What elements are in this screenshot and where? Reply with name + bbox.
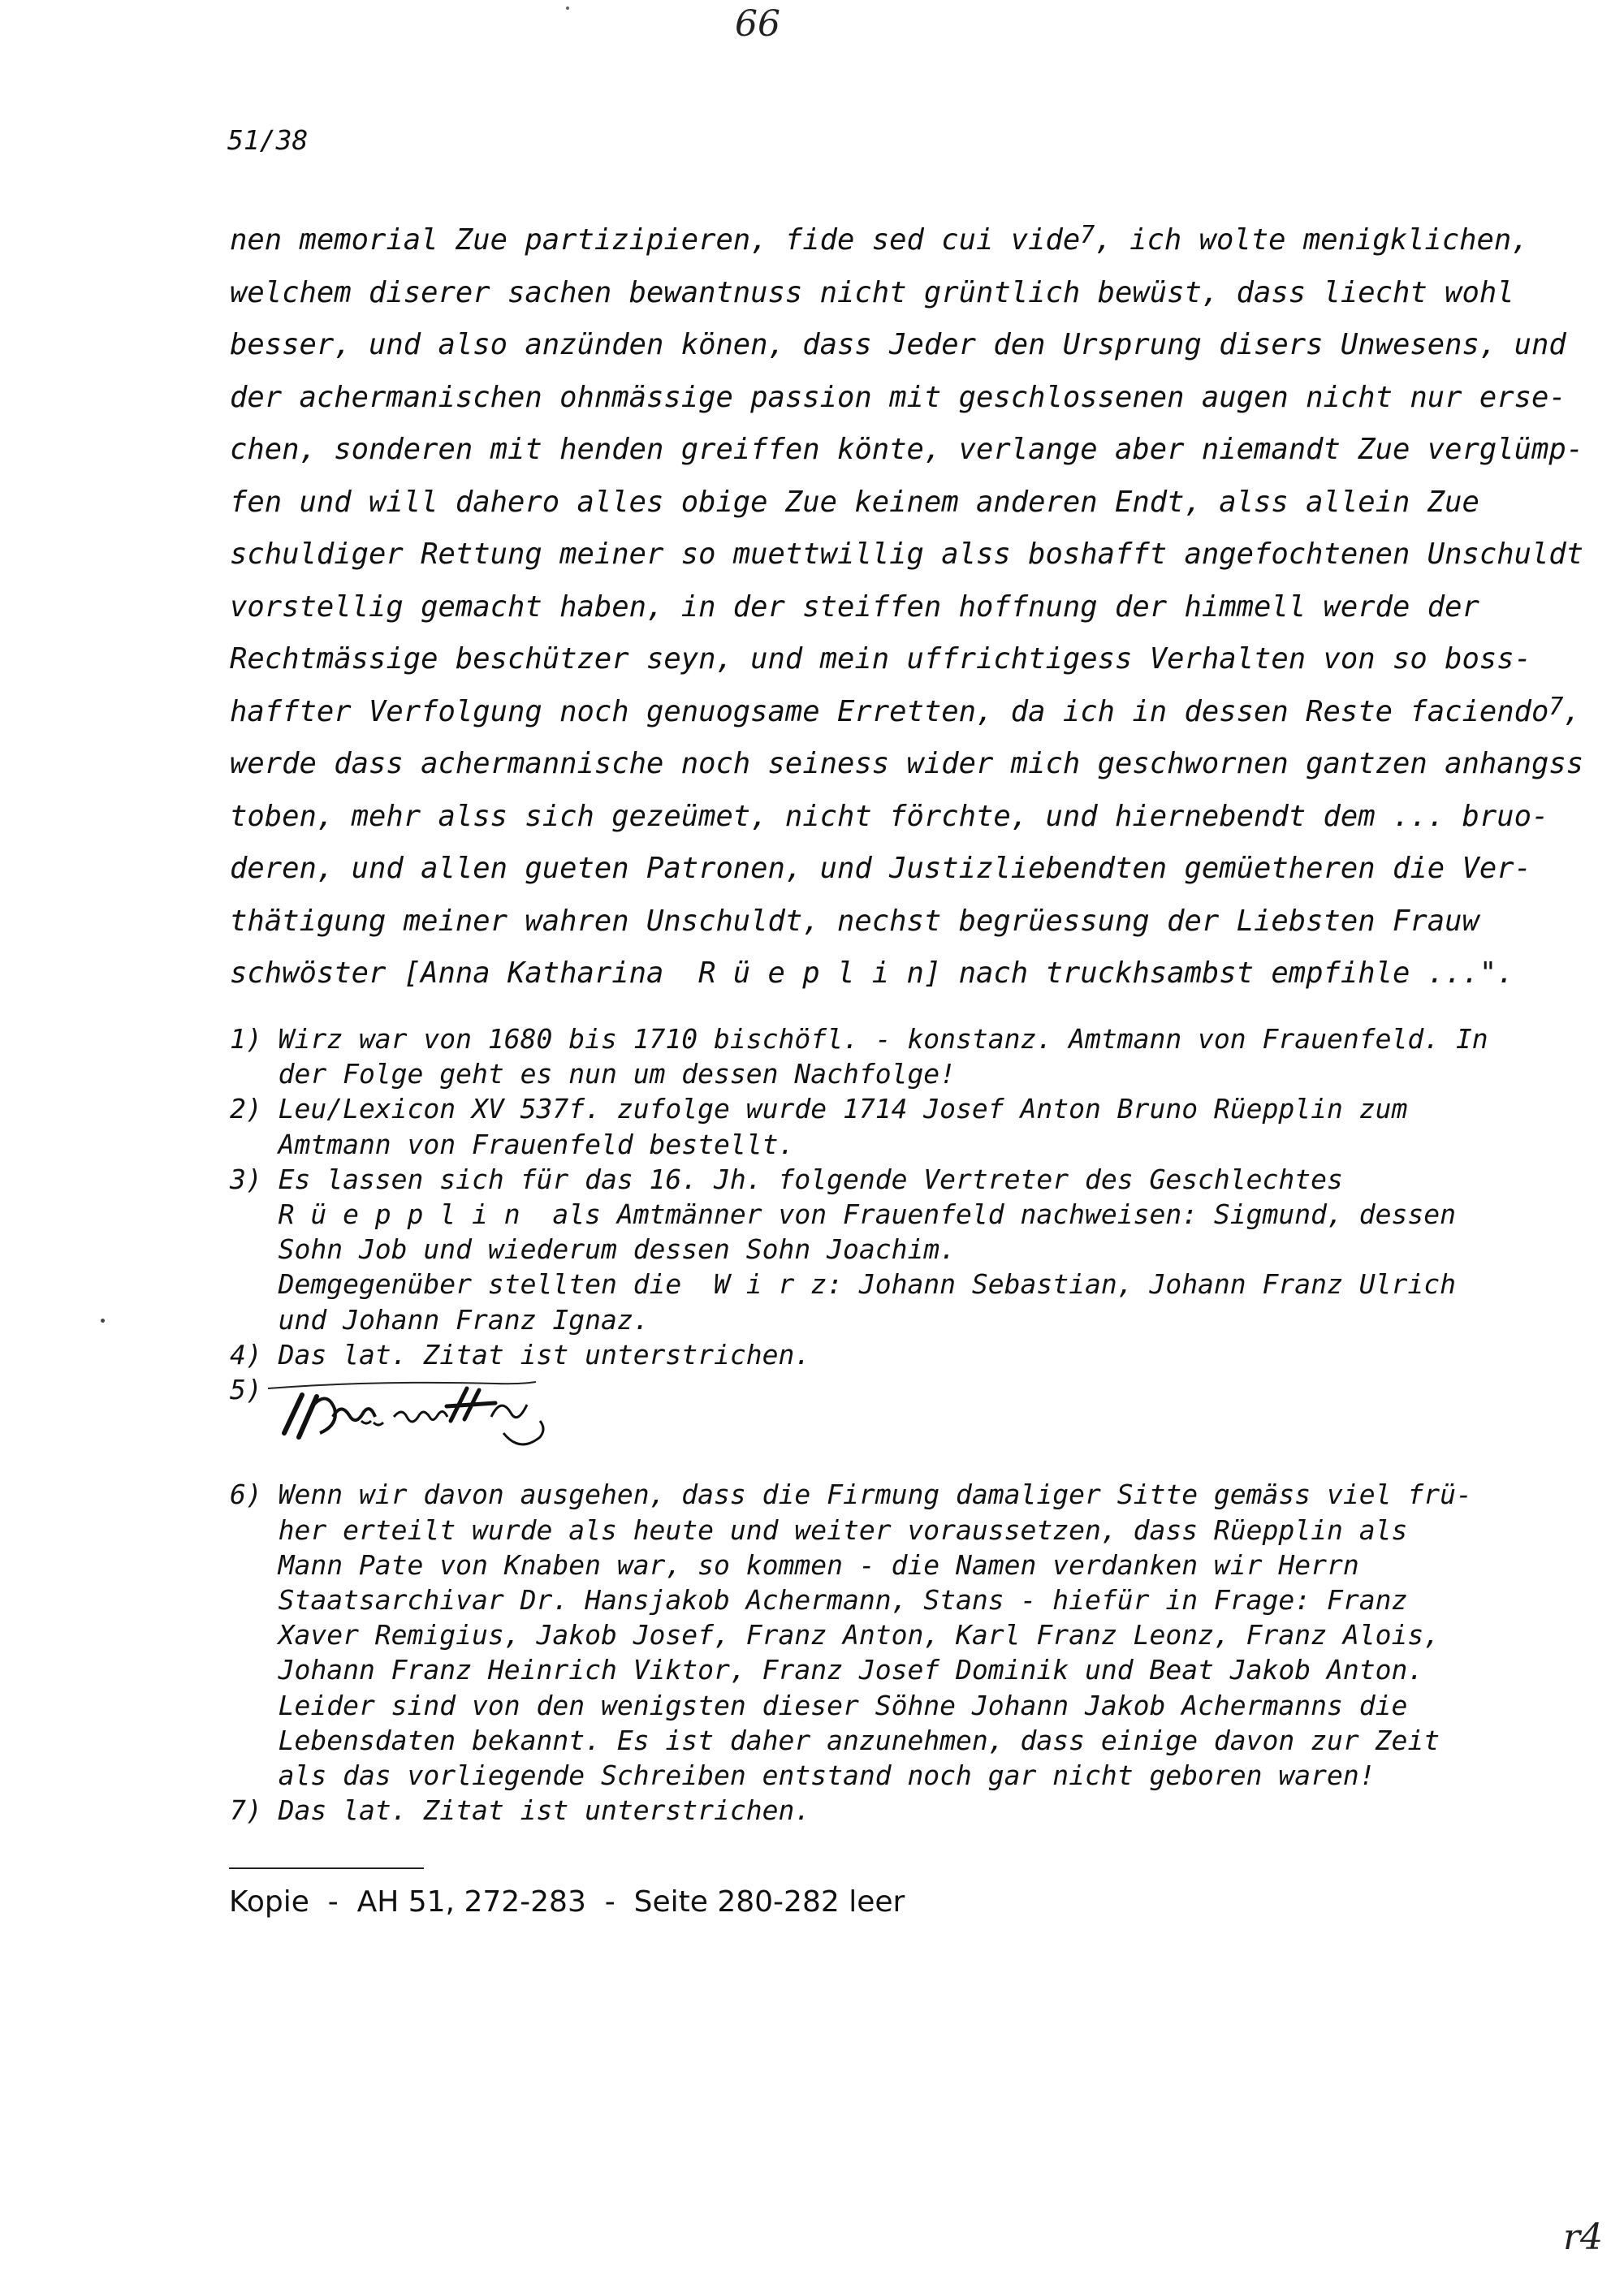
scan-speck xyxy=(566,6,569,10)
body-line xyxy=(230,738,1584,791)
body-line-text: nen memorial Zue partizipieren, fide sed cui vide xyxy=(230,223,1081,257)
footnote-line: R ü e p p l i n als Amtmänner von Frauenfeld nachweisen: Sigmund, dessen xyxy=(230,1198,1456,1230)
body-line xyxy=(230,843,1531,896)
body-line-text: besser, und also anzünden könen, dass Jeder den Ursprung disers Unwesens, und xyxy=(230,328,1566,361)
body-line-text: vorstellig gemacht haben, in der steiffen hoffnung der himmell werde der xyxy=(230,589,1479,624)
body-line-text: Rechtmässige beschützer seyn, und mein uffrichtigess Verhalten von so boss- xyxy=(230,642,1531,676)
footnote-line: 4) Das lat. Zitat ist unterstrichen. xyxy=(230,1338,811,1371)
body-line-text: , xyxy=(1563,694,1581,728)
body-line xyxy=(230,319,1566,372)
body-line xyxy=(230,529,1584,581)
body-line xyxy=(230,267,1514,320)
body-line-text: chen, sonderen mit henden greiffen könte, verlange aber niemandt Zue verglümp- xyxy=(230,433,1584,466)
footnote-line: Leider sind von den wenigsten dieser Söhne Johann Jakob Achermanns die xyxy=(230,1689,1408,1721)
footer-rule xyxy=(229,1867,424,1869)
footnote-line: Staatsarchivar Dr. Hansjakob Achermann, Stans - hiefür in Frage: Franz xyxy=(230,1584,1408,1616)
body-line xyxy=(230,581,1497,634)
footnote-line: und Johann Franz Ignaz. xyxy=(230,1303,650,1336)
body-line-text: haffter Verfolgung noch genuogsame Erretten, da ich in dessen Reste faciendo xyxy=(230,694,1549,728)
body-line xyxy=(230,424,1584,477)
footnote-line: Lebensdaten bekannt. Es ist daher anzunehmen, dass einige davon zur Zeit xyxy=(230,1724,1440,1756)
body-line xyxy=(230,477,1497,529)
footnote-line: 1) Wirz war von 1680 bis 1710 bischöfl. - konstanz. Amtmann von Frauenfeld. In xyxy=(230,1023,1488,1055)
body-line-text: thätigung meiner wahren Unschuldt, nechst begrüessung der Liebsten Frauw xyxy=(230,904,1479,938)
footnote-line: 7) Das lat. Zitat ist unterstrichen. xyxy=(230,1794,811,1827)
footnote-line: 5) xyxy=(230,1373,262,1405)
footnote-line: Xaver Remigius, Jakob Josef, Franz Anton, Karl Franz Leonz, Franz Alois, xyxy=(230,1619,1440,1651)
body-line xyxy=(230,791,1549,844)
footnote-line: 2) Leu/Lexicon XV 537f. zufolge wurde 1714 Josef Anton Bruno Rüepplin zum xyxy=(230,1093,1408,1125)
scan-speck xyxy=(101,1319,105,1323)
body-line-text: schuldiger Rettung meiner so muettwillig alss boshafft angefochtenen Unschuldt xyxy=(230,538,1584,571)
footnote-line: als das vorliegende Schreiben entstand noch gar nicht geboren waren! xyxy=(230,1759,1376,1791)
body-line-text: , ich wolte menigklichen, xyxy=(1095,223,1529,257)
footnote-line: 6) Wenn wir davon ausgehen, dass die Firmung damaliger Sitte gemäss viel frü- xyxy=(230,1479,1472,1511)
signature-drawing xyxy=(252,1372,560,1461)
body-line xyxy=(230,633,1531,686)
body-line xyxy=(230,372,1566,425)
handwritten-page-number: 66 xyxy=(735,3,780,45)
letter-body-text xyxy=(230,214,1584,1000)
body-line-text: schwöster [Anna Katharina R ü e p l i n] nach truckhsambst empfihle ...". xyxy=(230,956,1514,990)
body-line-text: toben, mehr alss sich gezeümet, nicht förchte, und hiernebendt dem ... bruo- xyxy=(230,799,1549,833)
footnote-marker: 7 xyxy=(1080,221,1095,249)
footnote-line: 3) Es lassen sich für das 16. Jh. folgende Vertreter des Geschlechtes xyxy=(230,1163,1343,1195)
footnote-line: Demgegenüber stellten die W i r z: Johann Sebastian, Johann Franz Ulrich xyxy=(230,1268,1456,1301)
footnote-line: Amtmann von Frauenfeld bestellt. xyxy=(230,1128,795,1160)
body-line xyxy=(230,214,1529,267)
body-line-text: werde dass achermannische noch seiness wider mich geschwornen gantzen anhangss xyxy=(230,747,1584,780)
body-line xyxy=(230,896,1497,948)
footnote-marker: 7 xyxy=(1548,692,1564,721)
handwritten-corner-mark: r4 xyxy=(1563,2217,1604,2258)
footnote-line: Sohn Job und wiederum dessen Sohn Joachim. xyxy=(230,1233,957,1266)
footnote-line: Mann Pate von Knaben war, so kommen - die Namen verdanken wir Herrn xyxy=(230,1548,1359,1581)
page-reference: 51/38 xyxy=(227,124,309,156)
body-line xyxy=(230,686,1581,739)
footnote-line: Johann Franz Heinrich Viktor, Franz Josef Dominik und Beat Jakob Anton. xyxy=(230,1654,1424,1686)
footer-note: Kopie - AH 51, 272-283 - Seite 280-282 leer xyxy=(229,1885,905,1919)
body-line-text: der achermanischen ohnmässige passion mit geschlossenen augen nicht nur erse- xyxy=(230,380,1566,414)
footnote-line: der Folge geht es nun um dessen Nachfolge! xyxy=(230,1058,957,1090)
footnote-line: her erteilt wurde als heute und weiter voraussetzen, dass Rüepplin als xyxy=(230,1513,1408,1546)
body-line-text: fen und will dahero alles obige Zue keinem anderen Endt, alss allein Zue xyxy=(230,485,1479,519)
body-line-text: welchem diserer sachen bewantnuss nicht grüntlich bewüst, dass liecht wohl xyxy=(230,275,1514,309)
body-line xyxy=(230,948,1514,1000)
body-line-text: deren, und allen gueten Patronen, und Justizliebendten gemüetheren die Ver- xyxy=(230,852,1531,885)
signature-image xyxy=(252,1372,560,1461)
